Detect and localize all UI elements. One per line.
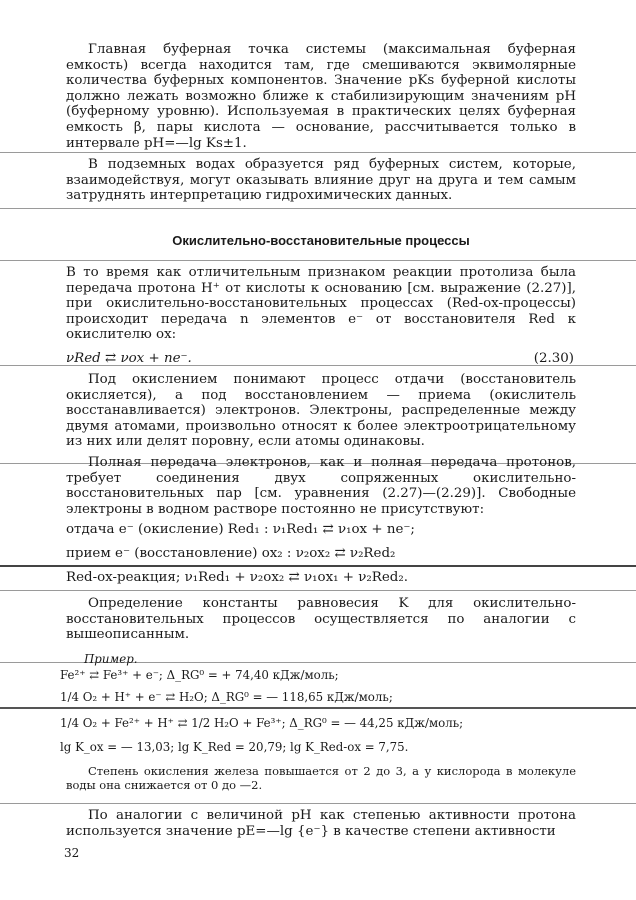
example-label: Пример.: [84, 652, 138, 666]
example-underline: [0, 707, 636, 709]
equation-underline: [0, 565, 636, 567]
equation-2-30: νRed ⇄ νox + ne⁻.: [66, 351, 192, 366]
scan-rule: [0, 590, 636, 591]
example-equation-iron: Fe²⁺ ⇄ Fe³⁺ + e⁻; Δ_RG⁰ = + 74,40 кДж/моль;: [60, 668, 339, 682]
paragraph-pe-definition: По аналогии с величиной pH как степенью активности протона используется значение pE=—lg {e⁻} в качестве степени активности: [66, 808, 576, 839]
paragraph-oxidation-definition: Под окислением понимают процесс отдачи (восстановитель окисляется), а под восстановлением — приема (окислитель восстанавливается) электронов. Электроны, распределенные между двумя атомами, произвольно относят к более электроотрицательному из них или делят поровну, если атомы одинаковы.: [66, 372, 576, 450]
scan-rule: [0, 260, 636, 261]
equation-give-electron: отдача e⁻ (окисление) Red₁ : ν₁Red₁ ⇄ ν₁ox + ne⁻;: [66, 522, 415, 537]
paragraph-equilibrium-constant: Определение константы равновесия K для окислительно-восстановительных процессов осуществляется по аналогии с вышеописанным.: [66, 596, 576, 643]
scan-rule: [0, 152, 636, 153]
example-log-constants: lg K_ox = — 13,03; lg K_Red = 20,79; lg K_Red-ox = 7,75.: [60, 740, 409, 754]
paragraph-redox-intro: В то время как отличительным признаком реакции протолиза была передача протона H⁺ от кислоты к основанию [см. выражение (2.27)], при окислительно-восстановительных процессах (Red-ox-процессы) происходит передача n элементов e⁻ от восстановителя Red к окислителю ox:: [66, 265, 576, 343]
example-equation-oxygen: 1/4 O₂ + H⁺ + e⁻ ⇄ H₂O; Δ_RG⁰ = — 118,65 кДж/моль;: [60, 690, 393, 704]
scan-rule: [0, 208, 636, 209]
paragraph-electron-transfer: Полная передача электронов, как и полная передача протонов, требует соединения двух сопряженных окислительно-восстановительных пар [см. уравнения (2.27)—(2.29)]. Свободные электроны в водном растворе постоянно не присутствуют:: [66, 455, 576, 517]
scan-rule: [0, 803, 636, 804]
example-note: Степень окисления железа повышается от 2 до 3, а у кислорода в молекуле воды она снижается от 0 до —2.: [66, 764, 576, 792]
example-equation-combined: 1/4 O₂ + Fe²⁺ + H⁺ ⇄ 1/2 H₂O + Fe³⁺; Δ_RG⁰ = — 44,25 кДж/моль;: [60, 716, 464, 730]
equation-take-electron: прием e⁻ (восстановление) ox₂ : ν₂ox₂ ⇄ ν₂Red₂: [66, 546, 396, 561]
paragraph-groundwater: В подземных водах образуется ряд буферных систем, которые, взаимодействуя, могут оказывать влияние друг на друга и тем самым затруднять интерпретацию гидрохимических данных.: [66, 157, 576, 204]
page-number: 32: [64, 846, 80, 860]
paragraph-buffer-point: Главная буферная точка системы (максимальная буферная емкость) всегда находится там, где смешиваются эквимолярные количества буферных компонентов. Значение pKs буферной кислоты должно лежать возможно ближе к стабилизирующим значениям pH (буферному уровню). Используемая в практических целях буферная емкость β, пары кислота — основание, рассчитывается только в интервале pH=—lg Ks±1.: [66, 42, 576, 151]
section-heading: Окислительно-восстановительные процессы: [172, 233, 470, 248]
equation-redox-reaction: Red-ox-реакция; ν₁Red₁ + ν₂ox₂ ⇄ ν₁ox₁ + ν₂Red₂.: [66, 570, 408, 585]
equation-number: (2.30): [533, 351, 574, 366]
